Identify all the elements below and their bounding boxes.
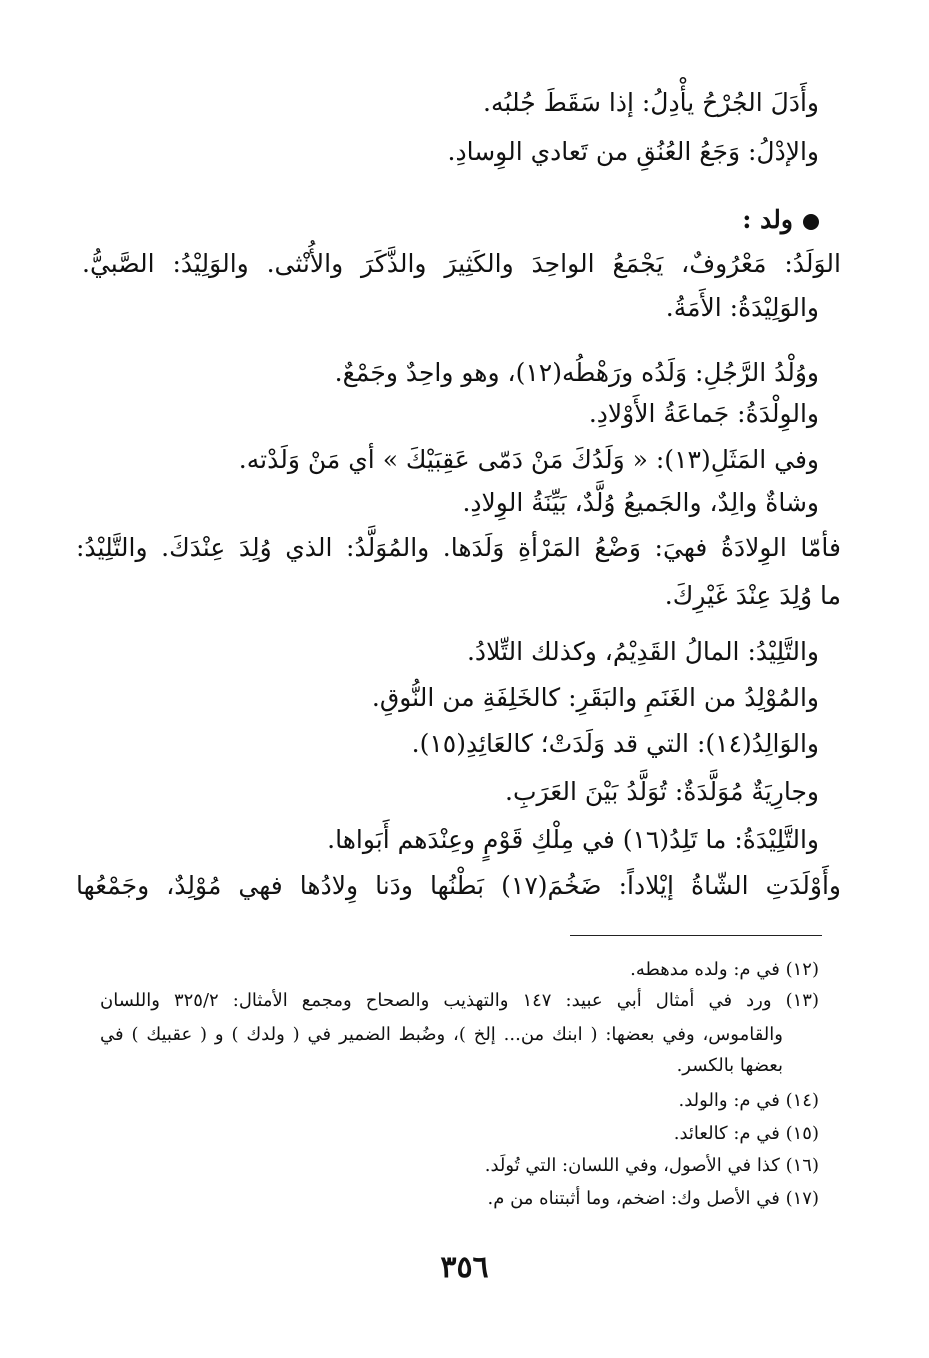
- text-line: فأمّا الوِلادَةُ فهيَ: وَضْعُ المَرْأةِ وَلَدَها. والمُوَلَّدُ: الذي وُلِدَ عِنْدَكَ. والتَّلِيْدُ:: [76, 533, 841, 562]
- footnote: (١٦) كذا في الأصول، وفي اللسان: التي تُولَد.: [484, 1155, 819, 1176]
- footnote-separator: [570, 935, 822, 936]
- footnote-continuation: والقاموس، وفي بعضها: ( ابنك من... إلخ )، وضُبط الضمير في ( ولدك ) و ( عقبيك ) في: [100, 1024, 783, 1045]
- entry-heading: [82, 200, 819, 240]
- bullet-icon: [803, 214, 819, 230]
- text-line: ووُلْدُ الرَّجُلِ: وَلَدُه ورَهْطُه(١٢)، وهو واحِدٌ وجَمْعٌ.: [334, 358, 819, 387]
- text-line: الوَلَدُ: مَعْرُوفٌ، يَجْمَعُ الواحِدَ والكَثِيرَ والذَّكَرَ والأُنْثى. والوَلِيْدُ: الصَّبيُّ.: [82, 249, 841, 278]
- text-line: والتَّلِيْدَةُ: ما تَلِدُ(١٦) في مِلْكِ قَوْمٍ وعِنْدَهم أَبَواها.: [327, 825, 819, 854]
- text-line: وجارِيَةٌ مُوَلَّدَةٌ: تُوَلَّدُ بَيْنَ العَرَبِ.: [505, 777, 819, 806]
- entry-heading-label: ولد :: [742, 205, 793, 234]
- text-line: والوَلِيْدَةُ: الأَمَةُ.: [665, 293, 819, 322]
- footnote: (١٢) في م: ولده مدهطه.: [630, 959, 819, 980]
- footnote: (١٣) ورد في أمثال أبي عبيد: ١٤٧ والتهذيب والصحاح ومجمع الأمثال: ٣٢٥/٢ واللسان: [100, 990, 819, 1011]
- text-line: والوَالِدُ(١٤): التي قد وَلَدَتْ؛ كالعَائِدِ(١٥).: [411, 729, 819, 758]
- text-line: وفي المَثَلِ(١٣): « وَلَدُكَ مَنْ دَمّى عَقِبَيْكَ » أي مَنْ وَلَدْته.: [238, 445, 819, 474]
- footnote: (١٧) في الأصل وك: اضخم، وما أثبتناه من م.: [487, 1188, 819, 1209]
- text-line: وشاةٌ والِدٌ، والجَميعُ وُلَّدٌ، بَيِّنَةُ الوِلادِ.: [462, 488, 819, 517]
- text-line: وأَدَلَ الجُرْحُ يأْدِلُ: إذا سَقَطَ جُلبُه.: [483, 88, 819, 117]
- text-line: ما وُلِدَ عِنْدَ غَيْرِكَ.: [664, 581, 841, 610]
- footnote: (١٤) في م: والولد.: [678, 1090, 819, 1111]
- text-line: والإدْلُ: وَجَعُ العُنُقِ من تَعادي الوِسادِ.: [447, 137, 819, 166]
- page-number: ٣٥٦: [440, 1250, 489, 1285]
- text-line: والمُوْلِدُ من الغَنَمِ والبَقَرِ: كالخَلِفَةِ من النُّوقِ.: [371, 683, 819, 712]
- text-line: وأَوْلَدَتِ الشّاةُ إيْلاداً: ضَخُمَ(١٧) بَطْنُها ودَنا وِلادُها فهي مُوْلِدٌ، وجَمْعُها: [76, 871, 841, 900]
- text-line: والوِلْدَةُ: جَماعَةُ الأَوْلادِ.: [588, 399, 819, 428]
- footnote-continuation: بعضها بالكسر.: [676, 1055, 783, 1076]
- text-line: والتَّلِيْدُ: المالُ القَدِيْمُ، وكذلك التِّلادُ.: [466, 637, 819, 666]
- footnote: (١٥) في م: كالعائد.: [673, 1123, 819, 1144]
